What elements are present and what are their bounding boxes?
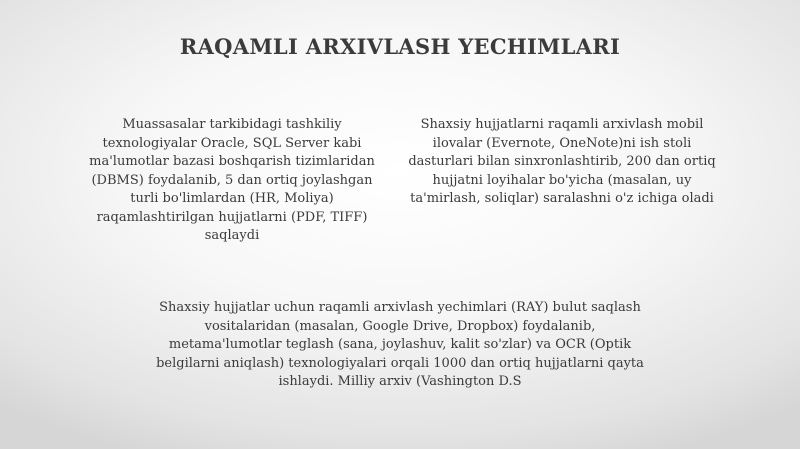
right-text-block: Shaxsiy hujjatlarni raqamli arxivlash mobil ilovalar (Evernote, OneNote)ni ish stoli dasturlari bilan sinxronlashtirib, 200 dan ortiq hujjatni loyihalar bo'yicha (masalan, uy ta'mirlash, soliqlar) saralashni o'z ichiga oladi: [408, 117, 716, 206]
bottom-text-block: Shaxsiy hujjatlar uchun raqamli arxivlash yechimlari (RAY) bulut saqlash vositalaridan (masalan, Google Drive, Dropbox) foydalanib, metama'lumotlar teglash (sana, joylashuv, kalit so'zlar) va OCR (Optik belgilarni aniqlash) texnologiyalari orqali 1000 dan ortiq hujjatlarni qayta ishlaydi. Milliy arxiv (Vashington D.S: [156, 300, 644, 389]
slide-title: RAQAMLI ARXIVLASH YECHIMLARI: [179, 34, 621, 59]
left-text-block: Muassasalar tarkibidagi tashkiliy texnologiyalar Oracle, SQL Server kabi ma'lumotlar bazasi boshqarish tizimlaridan (DBMS) foydalanib, 5 dan ortiq joylashgan turli bo'limlardan (HR, Moliya) raqamlashtirilgan hujjatlarni (PDF, TIFF) saqlaydi: [89, 117, 375, 243]
